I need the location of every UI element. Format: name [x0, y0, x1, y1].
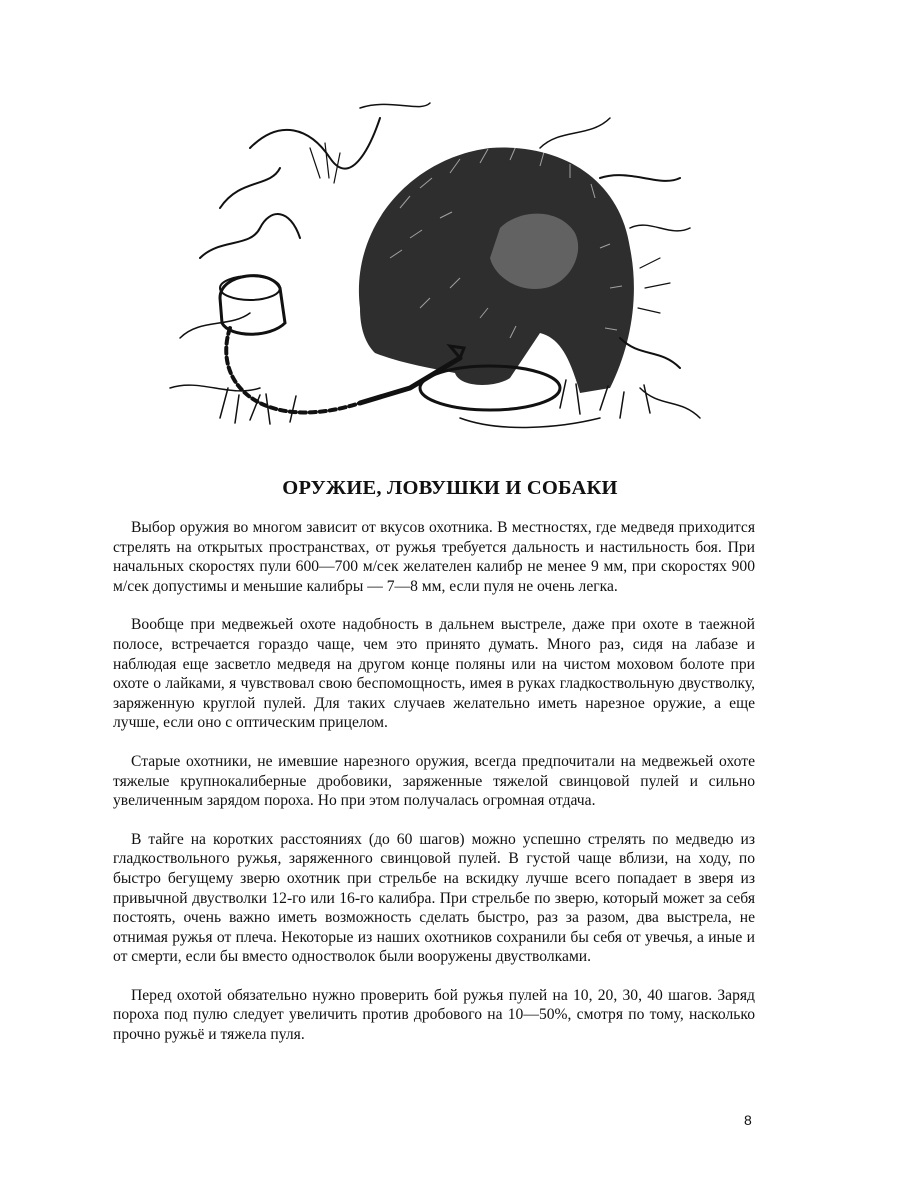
paragraph: Вообще при медвежьей охоте надобность в дальнем выстреле, даже при охоте в таежной полосе, встречается гораздо чаще, чем это принято думать. Много раз, сидя на лабазе и наблюдая еще засветло медведя на другом конце поляны или на чистом моховом болоте при охоте о лайками, я чувствовал свою беспомощность, имея в руках гладкоствольную двустволку, заряженную круглой пулей. Для таких случаев желательно иметь нарезное оружие, а еще лучше, если оно с оптическим прицелом.	[113, 616, 755, 732]
paragraph: Перед охотой обязательно нужно проверить бой ружья пулей на 10, 20, 30, 40 шагов. Заряд пороха под пулю следует увеличить против дробового на 10—50%, смотря по тому, насколько прочно ружьё и тяжела пуля.	[113, 986, 755, 1044]
paragraph: В тайге на коротких расстояниях (до 60 шагов) можно успешно стрелять по медведю из гладкоствольного ружья, заряженного свинцовой пулей. В густой чаще вблизи, на ходу, по быстро бегущему зверю охотник при стрельбе на вскидку лучше всего попадает в зверя из привычной двустволки 12-го или 16-го калибра. При стрельбе по зверю, который может за себя постоять, очень важно иметь возможность сделать быстро, раз за разом, два выстрела, не отнимая ружья от плеча. Некоторые из наших охотников сохранили бы себя от увечья, а иные и от смерти, если бы вместо одностволок были вооружены двустволками.	[113, 830, 755, 966]
body-text	[113, 518, 755, 1064]
chapter-title: ОРУЖИЕ, ЛОВУШКИ И СОБАКИ	[282, 477, 618, 499]
paragraph: Старые охотники, не имевшие нарезного оружия, всегда предпочитали на медвежьей охоте тяжелые крупнокалиберные дробовики, заряженные тяжелой свинцовой пулей и сильно увеличенным зарядом пороха. Но при этом получалась огромная отдача.	[113, 752, 755, 810]
bear-trap-illustration	[160, 88, 710, 458]
page-number: 8	[744, 1112, 752, 1128]
paragraph: Выбор оружия во многом зависит от вкусов охотника. В местностях, где медведя приходится стрелять на открытых пространствах, от ружья требуется дальность и настильность боя. При начальных скоростях пули 600—700 м/сек желателен калибр не менее 9 мм, при скоростях 900 м/сек допустимы и меньшие калибры — 7—8 мм, если пуля не очень легка.	[113, 519, 755, 595]
